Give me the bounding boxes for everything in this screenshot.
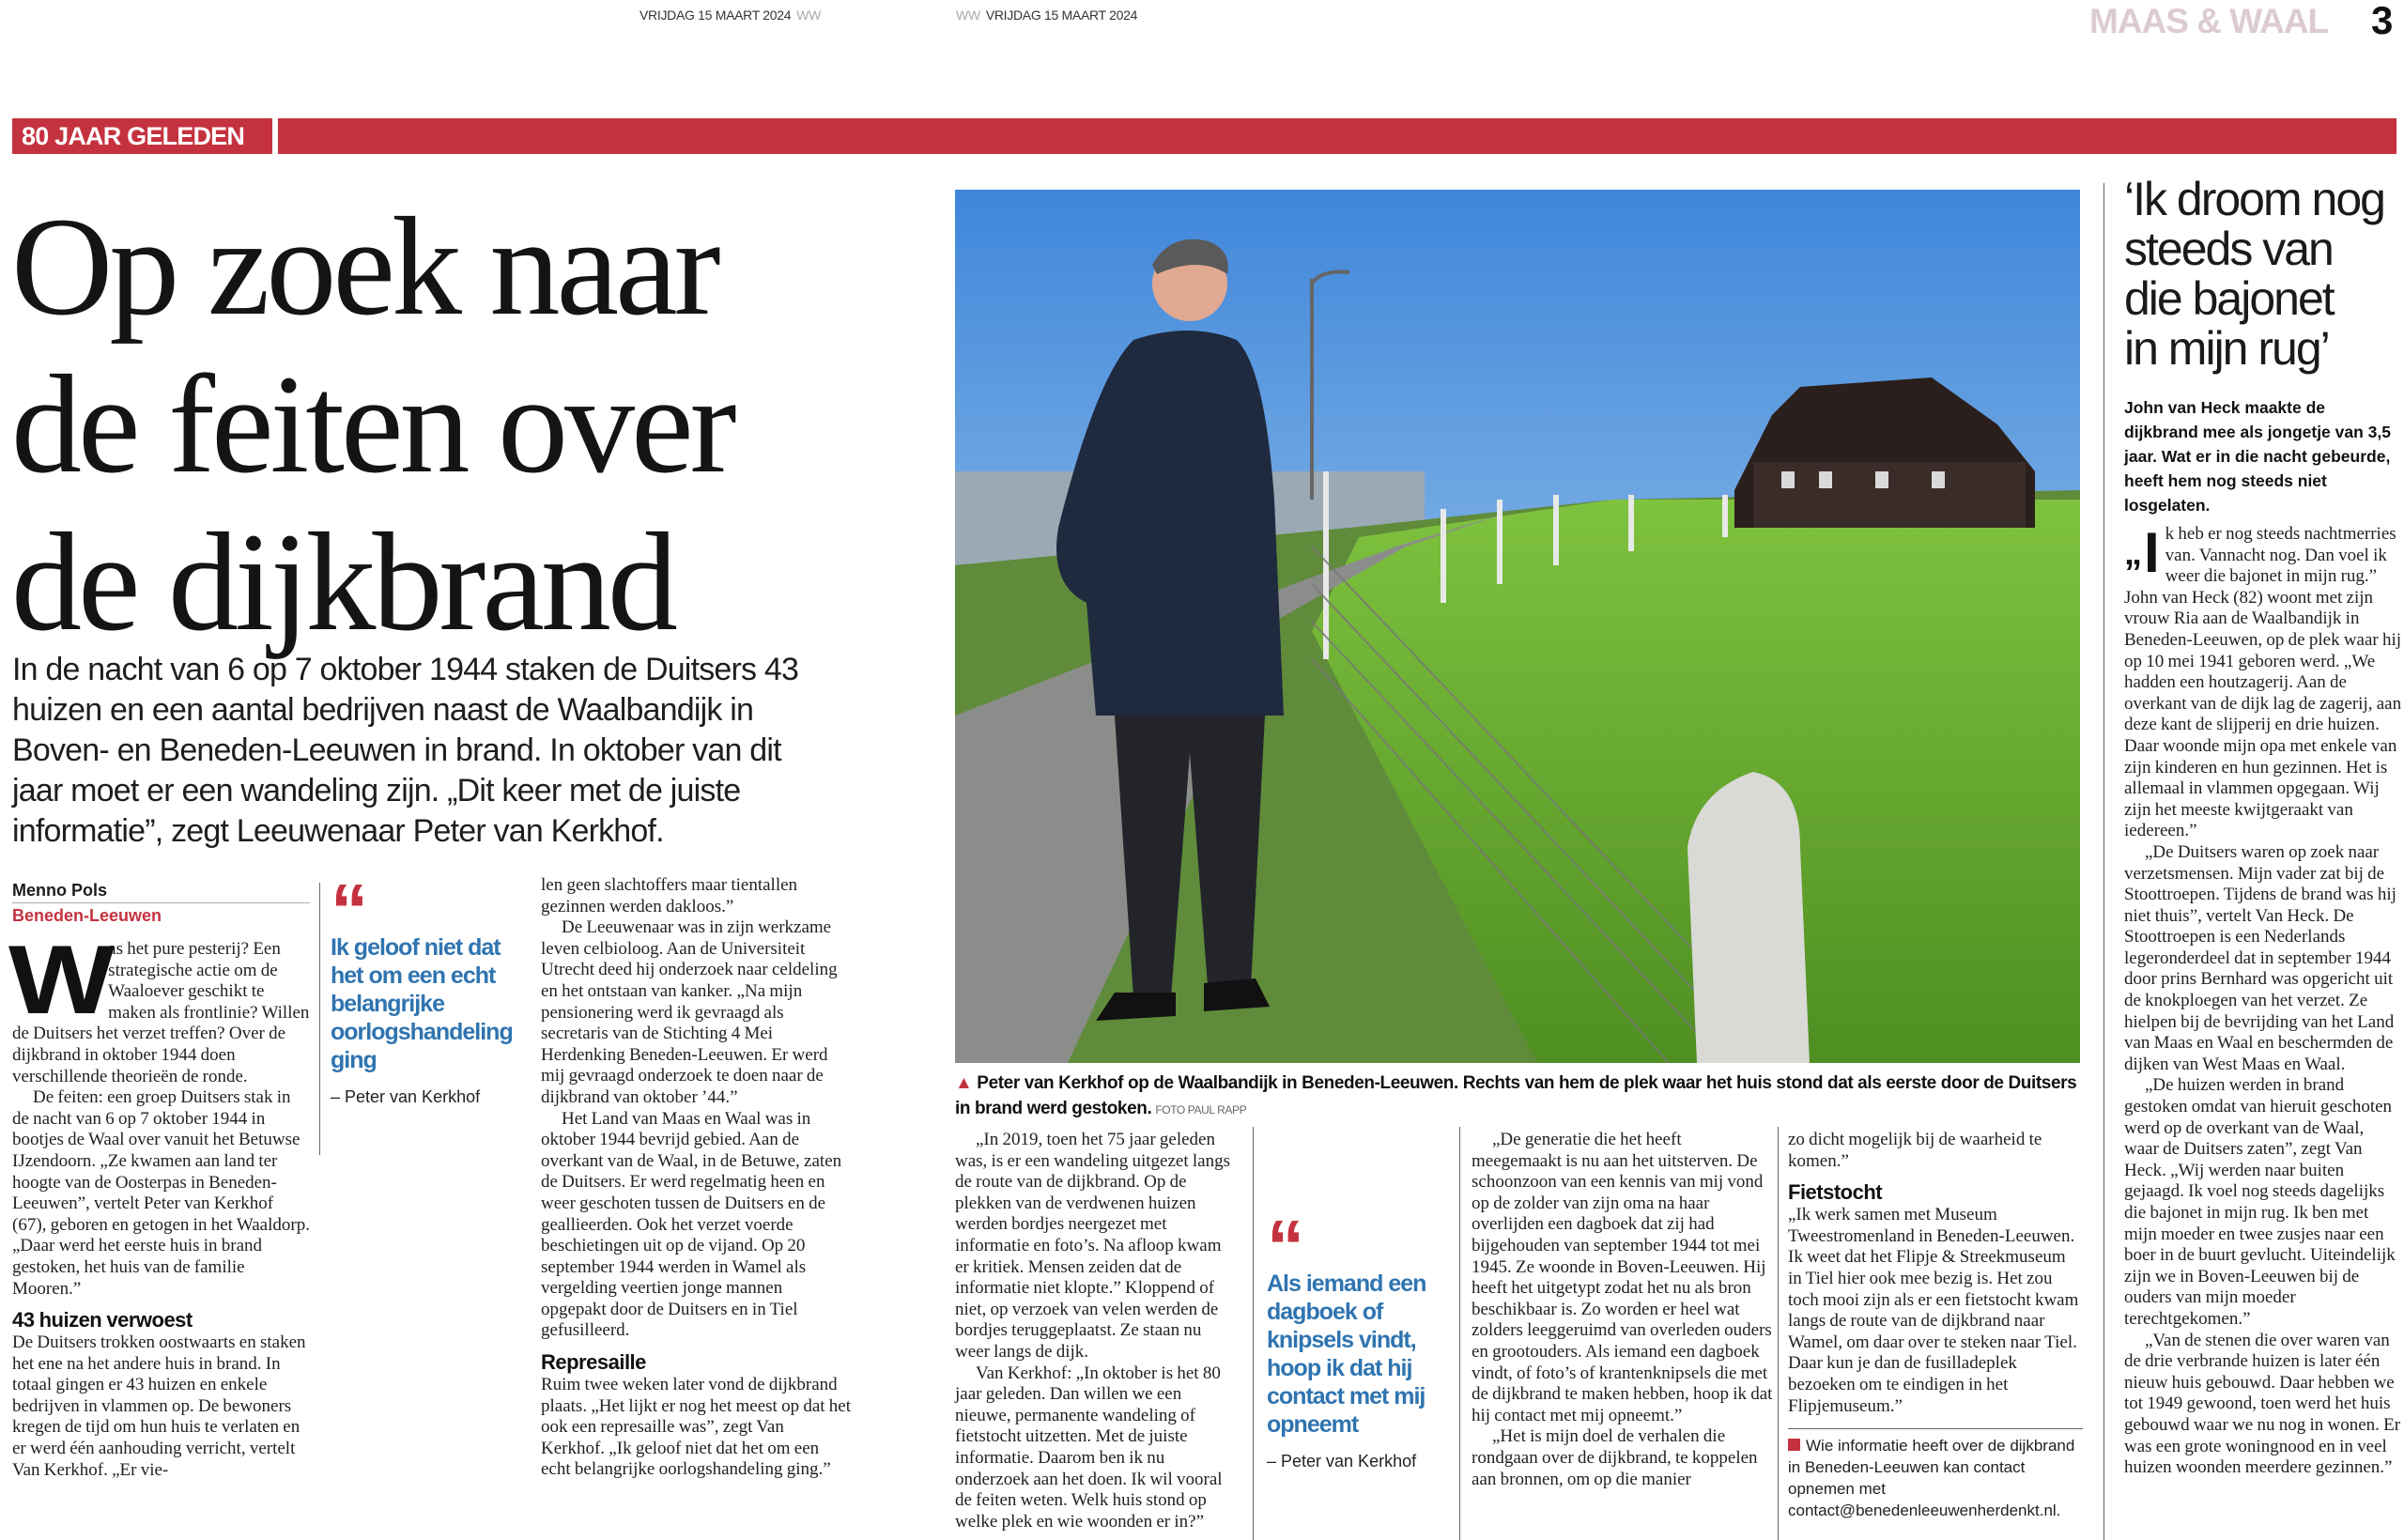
subheading: Fietstocht: [1788, 1180, 1883, 1205]
column-divider: [1253, 1127, 1254, 1540]
author-byline: Menno Pols: [12, 878, 310, 903]
paragraph: „Van de stenen die over waren van de drie verbrande huizen is later één nieuw huis gebouwd. Daar hebben we tot 1949 gewoond, toen werd het huis gebouwd waar we nu nog in wonen. Er was een grote woningnood en in veel huizen woonden meerdere gezinnen.”: [2124, 1330, 2401, 1478]
paragraph: De Leeuwenaar was in zijn werkzame leven celbioloog. Aan de Universiteit Utrecht deed hij onderzoek naar celdeling en het ontstaan van kanker. „Na mijn pensionering werd ik gevraagd als secretaris van de Stichting 4 Mei Herdenking Beneden-Leeuwen. Er werd mij gevraagd onderzoek te doen naar de dijkbrand van oktober ’44.”: [541, 917, 838, 1107]
concrete-post: [1687, 772, 1810, 1063]
edition-code: WW: [796, 8, 822, 23]
article-intro: In de nacht van 6 op 7 oktober 1944 staken de Duitsers 43 huizen en een aantal bedrijven naast de Waalbandijk in Boven- en Beneden-Leeuwen in brand. In oktober van dit jaar moet er een wandeling zijn. „Dit keer met de juiste informatie”, zegt Leeuwenaar Peter van Kerkhof.: [12, 652, 799, 849]
paragraph: „Het is mijn doel de verhalen die rondgaan over de dijkbrand, te koppelen aan bronnen, om op die manier: [1472, 1426, 1758, 1489]
pull-quote: [331, 869, 530, 1108]
paragraph-text: k heb er nog steeds nachtmerries van. Vannacht nog. Dan voel ik weer die bajonet in mijn rug.” John van Heck (82) woont met zijn vrouw Ria aan de Waalbandijk in Beneden-Leeuwen, op de plek waar hij op 10 mei 1941 geboren werd. „We hadden een houtzagerij. Aan de overkant van de dijk lag de zagerij, aan deze kant de slijperij en drie huizen. Daar woonde mijn opa met enkele van zijn kinderen en hun gezinnen. Het is allemaal in vlammen opgegaan. Wij zijn het meeste kwijtgeraakt van iedereen.”: [2124, 524, 2402, 841]
article-column-6: [1472, 1130, 1774, 1490]
sidebar-body: [2124, 521, 2402, 1479]
drop-quote-mark: „: [2124, 533, 2142, 573]
paragraph: De feiten: een groep Duitsers stak in de nacht van 6 op 7 oktober 1944 in bootjes de Waal over vanuit het Betuwse IJzendoorn. „Ze kwamen aan land ter hoogte van de Oosterpas in Beneden-Leeuwen”, vertelt Peter van Kerkhof (67), geboren en getogen in het Waaldorp. „Daar werd het eerste huis in brand gestoken, het huis van de familie Mooren.”: [12, 1087, 310, 1299]
paragraph: „Ik werk samen met Museum Tweestromenland in Beneden-Leeuwen. Ik weet dat het Flipje & Streekmuseum in Tiel hier ook mee bezig is. Het zou toch mooi zijn als er een fietstocht kwam langs de route van de dijkbrand naar Wamel, om daar over te steken naar Tiel. Daar kun je dan de fusilladeplek bezoeken om te eindigen in het Flipjemuseum.”: [1788, 1205, 2079, 1416]
issue-date-left: [640, 8, 826, 23]
headline-line: Op zoek naar: [11, 189, 717, 345]
drop-cap: W: [8, 926, 115, 1035]
drop-cap-letter: I: [2144, 521, 2160, 584]
pull-quote-attribution: – Peter van Kerkhof: [1267, 1452, 1417, 1471]
headline-line: in mijn rug’: [2124, 322, 2329, 375]
paragraph: Het Land van Maas en Waal was in oktober 1944 bevrijd gebied. Aan de overkant van de Waal, in de Betuwe, zaten de Duitsers. Er werd regelmatig heen en weer geschoten tussen de Duitsers en de geallieerden. Ook het verzet voerde beschietingen uit op de vijand. Op 20 september 1944 werden in Wamel als vergelding veertien jonge mannen opgepakt door de Duitsers en in Tiel gefusilleerd.: [541, 1108, 842, 1341]
intro-name: John van Heck: [2124, 398, 2241, 417]
article-column-3: [541, 875, 851, 1481]
headline-line: die bajonet: [2124, 272, 2334, 325]
paragraph: len geen slachtoffers maar tientallen gezinnen werden dakloos.”: [541, 875, 798, 916]
pull-quote-text: Ik geloof niet dat het om een echt belangrijke oorlogshandeling ging: [331, 934, 513, 1073]
article-column-7: [1788, 1130, 2083, 1521]
paragraph: „In 2019, toen het 75 jaar geleden was, is er een wandeling uitgezet langs de route van de dijkbrand. Op de plekken van de verdwenen huizen werden bordjes neergezet met informatie en foto’s. Na afloop kwam er kritiek. Mensen zeiden dat de informatie niet klopte.” Kloppend of niet, op verzoek van velen werden de bordjes teruggeplaatst. Ze staan nu weer langs de dijk.: [955, 1130, 1230, 1362]
pull-quote-text: Als iemand een dagboek of knipsels vindt, hoop ik dat hij contact met mij opneemt: [1267, 1270, 1426, 1438]
subheading: 43 huizen verwoest: [12, 1308, 193, 1332]
paragraph-text: as het pure pesterij? Een strategische actie om de Waaloever geschikt te maken als frontlinie? Willen de Duitsers het verzet treffen? Over de dijkbrand in oktober 1944 doen verschillende theorieën de ronde.: [12, 939, 310, 1086]
edition-code: WW: [956, 8, 980, 23]
column-divider: [1778, 1127, 1779, 1540]
paragraph: Ruim twee weken later vond de dijkbrand plaats. „Het lijkt er nog het meest op dat het ook een represaille was”, zegt Van Kerkhof. „Ik geloof niet dat het om een echt belangrijke oorlogshandeling ging.”: [541, 1375, 852, 1480]
article-photo: [955, 190, 2080, 1063]
pull-quote-attribution: – Peter van Kerkhof: [331, 1087, 481, 1106]
article-headline: [11, 188, 856, 661]
section-bar: [278, 118, 2396, 154]
triangle-up-icon: ▲: [955, 1073, 973, 1093]
sidebar-intro: [2124, 395, 2396, 517]
headline-line: ‘Ik droom nog: [2124, 173, 2384, 225]
photo-dike-scene: [955, 190, 2080, 1063]
sidebar-headline: [2124, 175, 2396, 374]
paragraph: „De huizen werden in brand gestoken omdat van hieruit geschoten werd op de overkant van de Waal, waar de Duitsers zaten”, zegt Van Heck. „Wij werden naar buiten gejaagd. Ik voel nog steeds dagelijks die bajonet in mijn rug. Ik ben met mijn moeder en twee zusjes naar een boer in de buurt gevlucht. Uiteindelijk zijn we in Boven-Leeuwen bij de ouders van mijn moeder terechtgekomen.”: [2124, 1075, 2396, 1329]
headline-line: steeds van: [2124, 223, 2333, 275]
drop-cap: [2124, 521, 2160, 584]
paragraph: „De generatie die het heeft meegemaakt is nu aan het uitsterven. De schoonzoon van een kennis van mij vond op de zolder van zijn oma na haar overlijden een dagboek dat zij had bijgehouden van september 1944 tot mei 1945. Ze woonde in Boven-Leeuwen. Hij heeft het uitgetypt zodat het nu als bron beschikbaar is. Zo worden er heel wat zolders leeggeruimd van overleden ouders en grootouders. Als iemand een dagboek vindt, of foto’s of krantenknipsels die met de dijkbrand te maken hebben, hoop ik dat hij contact met mij opneemt.”: [1472, 1130, 1773, 1425]
date-text: VRIJDAG 15 MAART 2024: [985, 8, 1138, 23]
photo-caption: [955, 1070, 2080, 1123]
photo-credit: FOTO PAUL RAPP: [1155, 1103, 1247, 1116]
headline-line: de feiten over: [11, 346, 733, 502]
subheading: Represaille: [541, 1350, 646, 1375]
section-label: 80 JAAR GELEDEN: [12, 118, 272, 154]
headline-line: de dijkbrand: [11, 504, 674, 660]
issue-date-right: [950, 8, 1137, 23]
paragraph: [2124, 521, 2402, 842]
section-brand: MAAS & WAAL: [2089, 2, 2329, 40]
article-column-1: [8, 926, 311, 1481]
contact-info-box: [1788, 1428, 2083, 1521]
paragraph: zo dicht mogelijk bij de waarheid te komen.”: [1788, 1130, 2042, 1171]
column-divider: [319, 883, 320, 1155]
contact-info-text[interactable]: Wie informatie heeft over de dijkbrand in Beneden-Leeuwen kan contact opnemen met contact@benedenleeuwenherdenkt.nl.: [1788, 1437, 2075, 1520]
dateline-location: Beneden-Leeuwen: [12, 906, 162, 925]
paragraph: De Duitsers trokken oostwaarts en staken het ene na het andere huis in brand. In totaal gingen er 43 huizen en enkele bedrijven in vlammen op. De bewoners kregen de tijd om hun huis te verlaten en er werd één aanhouding verricht, vertelt Van Kerkhof. „Er vie-: [12, 1332, 306, 1480]
red-square-icon: [1788, 1439, 1800, 1451]
pull-quote: [1267, 1205, 1458, 1472]
paragraph: [8, 926, 311, 1087]
column-divider: [1459, 1127, 1460, 1540]
intro-text: maakte de dijkbrand mee als jongetje van 3,5 jaar. Wat er in die nacht gebeurde, heeft hem nog steeds niet losgelaten.: [2124, 398, 2391, 515]
page-number: 3: [2371, 0, 2394, 42]
date-text: VRIJDAG 15 MAART 2024: [640, 8, 792, 23]
quote-mark-icon: “: [331, 869, 362, 952]
caption-text: Peter van Kerkhof op de Waalbandijk in Beneden-Leeuwen. Rechts van hem de plek waar het huis stond dat als eerste door de Duitsers in brand werd gestoken.: [955, 1073, 2077, 1118]
article-column-4: [955, 1130, 1239, 1532]
paragraph: Van Kerkhof: „In oktober is het 80 jaar geleden. Dan willen we een nieuwe, permanente wandeling of fietstocht uitzetten. Met de juiste informatie. Daarom ben ik nu onderzoek aan het doen. Ik wil vooral de feiten weten. Welk huis stond op welke plek en wie woonden er in?”: [955, 1363, 1223, 1532]
quote-mark-icon: “: [1267, 1205, 1299, 1288]
paragraph: „De Duitsers waren op zoek naar verzetsmensen. Mijn vader zat bij de Stoottroepen. Tijdens de brand was hij niet thuis”, vertelt Van Heck. De Stoottroepen is een Nederlands legeronderdeel dat in september 1944 door prins Bernhard was opgericht uit de knokploegen van het verzet. Ze hielpen bij de bevrijding van het Land van Maas en Waal en beschermden de dijken van West Maas en Waal.: [2124, 841, 2396, 1074]
